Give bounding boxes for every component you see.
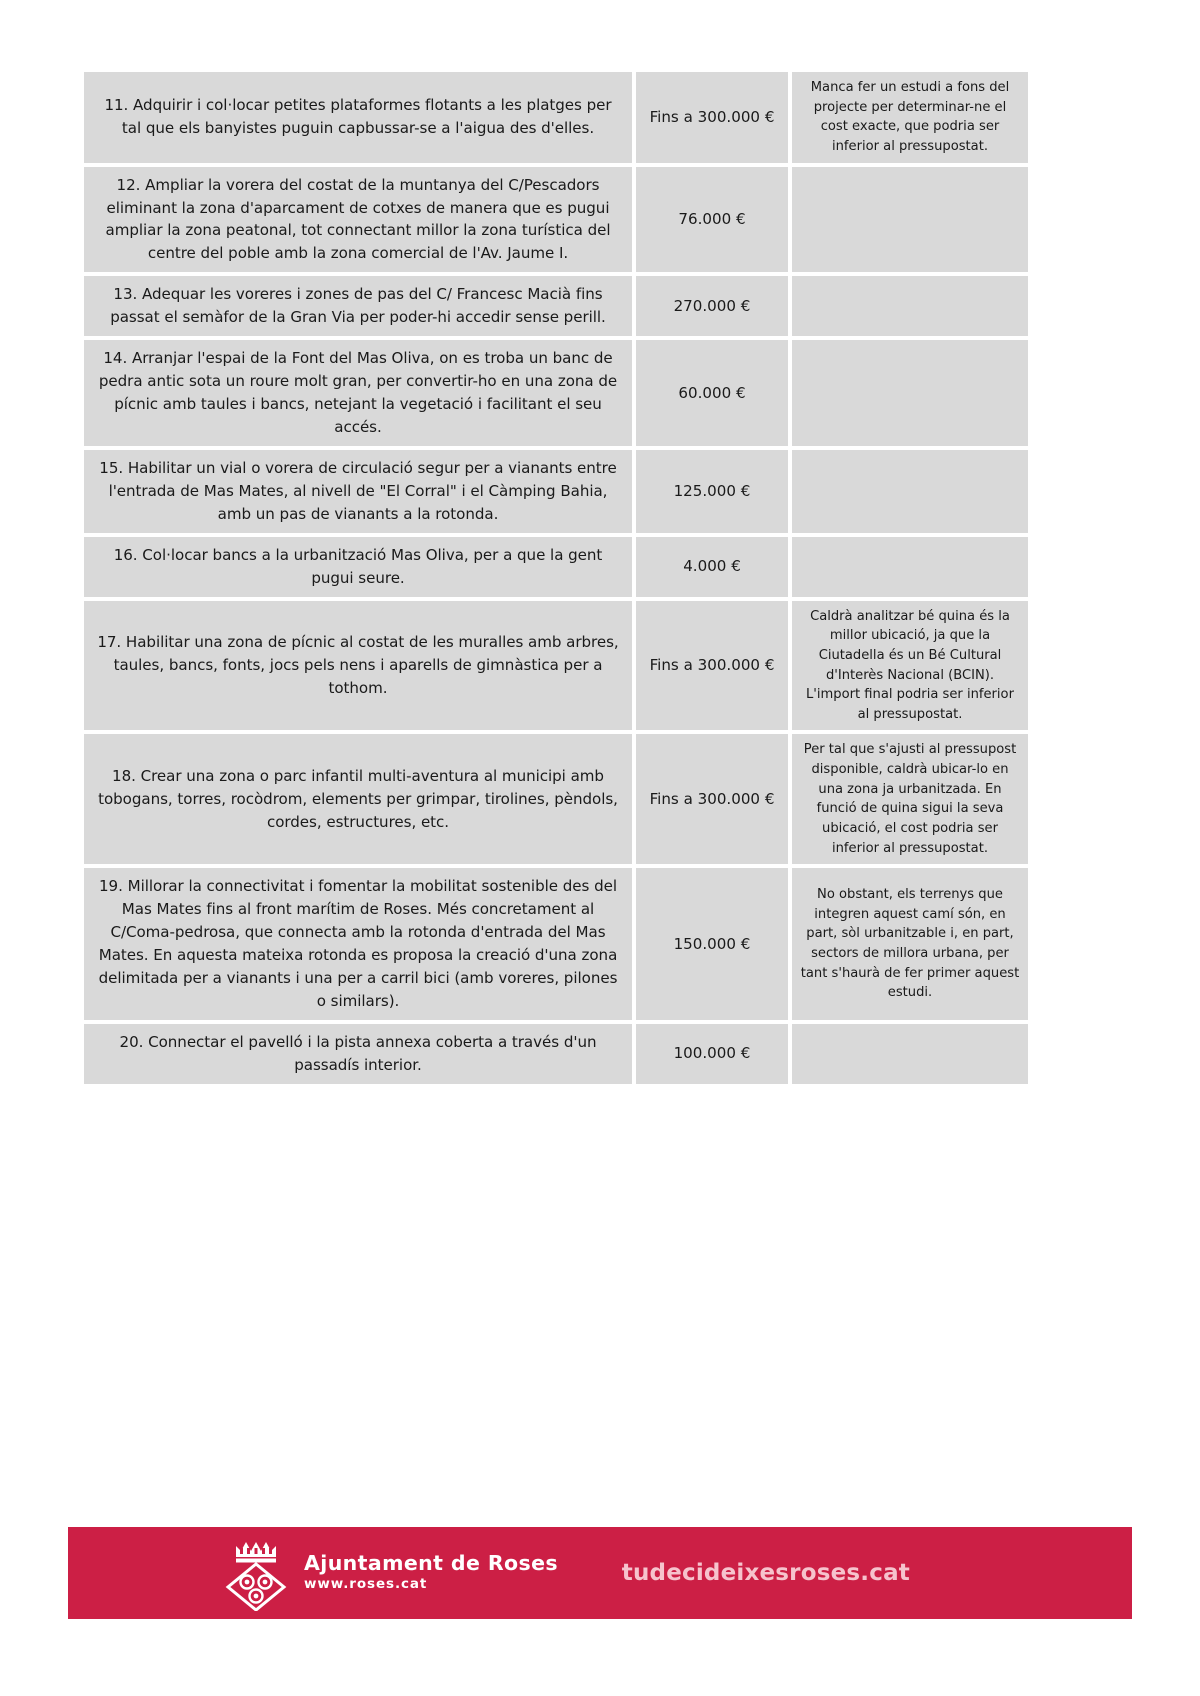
- proposal-note: [792, 340, 1028, 446]
- proposal-note: Per tal que s'ajusti al pressupost disponible, caldrà ubicar-lo en una zona ja urbanitzada. En funció de quina sigui la seva ubicació, el cost podria ser inferior al pressupostat.: [792, 734, 1028, 864]
- proposal-amount: 100.000 €: [636, 1024, 788, 1084]
- proposal-description: 12. Ampliar la vorera del costat de la muntanya del C/Pescadors eliminant la zona d'aparcament de cotxes de manera que es pugui ampliar la zona peatonal, tot connectant millor la zona turística del centre del poble amb la zona comercial de l'Av. Jaume I.: [84, 167, 632, 273]
- proposal-description: 15. Habilitar un vial o vorera de circulació segur per a vianants entre l'entrada de Mas Mates, al nivell de "El Corral" i el Càmping Bahia, amb un pas de vianants a la rotonda.: [84, 450, 632, 533]
- proposal-amount: 270.000 €: [636, 276, 788, 336]
- table-row: [84, 734, 1028, 864]
- proposal-note: [792, 1024, 1028, 1084]
- table-row: [84, 868, 1028, 1020]
- proposal-description: 17. Habilitar una zona de pícnic al costat de les muralles amb arbres, taules, bancs, fonts, jocs pels nens i aparells de gimnàstica per a tothom.: [84, 601, 632, 731]
- table-row: [84, 601, 1028, 731]
- footer-logo-text: [304, 1550, 559, 1594]
- footer-campaign-site: tudecideixesroses.cat: [621, 1560, 910, 1586]
- table-row: [84, 276, 1028, 336]
- proposal-note: Caldrà analitzar bé quina és la millor ubicació, ja que la Ciutadella és un Bé Cultural d'Interès Nacional (BCIN). L'import final podria ser inferior al pressupostat.: [792, 601, 1028, 731]
- proposal-description: 13. Adequar les voreres i zones de pas del C/ Francesc Macià fins passat el semàfor de la Gran Via per poder-hi accedir sense perill.: [84, 276, 632, 336]
- proposal-amount: 4.000 €: [636, 537, 788, 597]
- proposal-amount: 125.000 €: [636, 450, 788, 533]
- footer-banner: [68, 1527, 1132, 1619]
- proposal-amount: 60.000 €: [636, 340, 788, 446]
- proposal-amount: Fins a 300.000 €: [636, 601, 788, 731]
- proposal-description: 11. Adquirir i col·locar petites plataformes flotants a les platges per tal que els banyistes puguin capbussar-se a l'aigua des d'elles.: [84, 72, 632, 163]
- footer-logo-group: [220, 1535, 558, 1611]
- table-row: [84, 72, 1028, 163]
- proposal-description: 16. Col·locar bancs a la urbanització Mas Oliva, per a que la gent pugui seure.: [84, 537, 632, 597]
- proposals-table-body: [84, 72, 1028, 1084]
- proposal-description: 14. Arranjar l'espai de la Font del Mas Oliva, on es troba un banc de pedra antic sota un roure molt gran, per convertir-ho en una zona de pícnic amb taules i bancs, netejant la vegetació i facilitant el seu accés.: [84, 340, 632, 446]
- proposal-description: 20. Connectar el pavelló i la pista annexa coberta a través d'un passadís interior.: [84, 1024, 632, 1084]
- table-row: [84, 340, 1028, 446]
- table-row: [84, 1024, 1028, 1084]
- proposal-amount: Fins a 300.000 €: [636, 72, 788, 163]
- proposal-note: [792, 167, 1028, 273]
- proposal-amount: 76.000 €: [636, 167, 788, 273]
- proposals-table: [80, 68, 1032, 1088]
- proposal-note: [792, 276, 1028, 336]
- proposal-amount: 150.000 €: [636, 868, 788, 1020]
- proposal-description: 19. Millorar la connectivitat i fomentar la mobilitat sostenible des del Mas Mates fins al front marítim de Roses. Més concretament al C/Coma-pedrosa, que connecta amb la rotonda d'entrada del Mas Mates. En aquesta mateixa rotonda es proposa la creació d'una zona delimitada per a vianants i una per a carril bici (amb voreres, pilones o similars).: [84, 868, 632, 1020]
- proposal-note: No obstant, els terrenys que integren aquest camí són, en part, sòl urbanitzable i, en part, sectors de millora urbana, per tant s'haurà de fer primer aquest estudi.: [792, 868, 1028, 1020]
- proposal-note: Manca fer un estudi a fons del projecte per determinar-ne el cost exacte, que podria ser inferior al pressupostat.: [792, 72, 1028, 163]
- proposal-note: [792, 537, 1028, 597]
- table-row: [84, 167, 1028, 273]
- roses-coat-of-arms-icon: [220, 1535, 292, 1611]
- footer-logo-title: Ajuntament de Roses: [304, 1550, 559, 1575]
- proposal-note: [792, 450, 1028, 533]
- proposal-amount: Fins a 300.000 €: [636, 734, 788, 864]
- footer-logo-url: www.roses.cat: [304, 1576, 428, 1593]
- proposal-description: 18. Crear una zona o parc infantil multi-aventura al municipi amb tobogans, torres, rocòdrom, elements per grimpar, tirolines, pèndols, cordes, estructures, etc.: [84, 734, 632, 864]
- table-row: [84, 450, 1028, 533]
- table-row: [84, 537, 1028, 597]
